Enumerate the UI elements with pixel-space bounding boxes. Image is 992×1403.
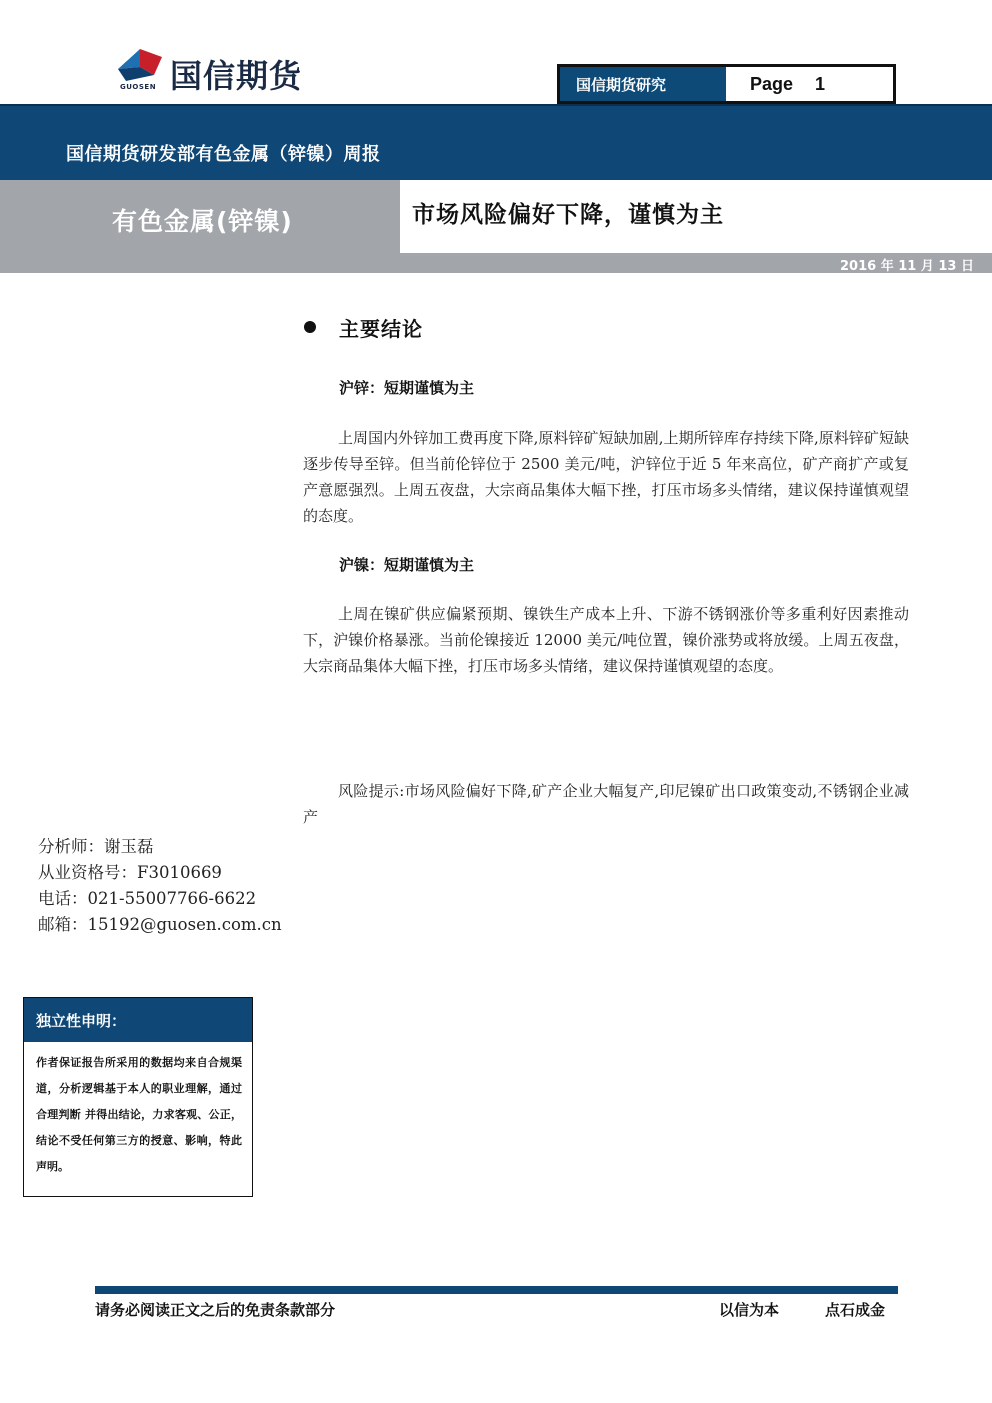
research-tag: 国信期货研究 — [560, 67, 726, 101]
bullet-icon — [304, 321, 316, 333]
company-logo — [114, 47, 354, 95]
section-title: 主要结论 — [339, 317, 423, 341]
analyst-phone: 电话：021-55007766-6622 — [38, 889, 257, 908]
page-tag — [557, 64, 896, 104]
category-title: 有色金属(锌镍) — [112, 207, 293, 236]
footer-motto-2: 点石成金 — [825, 1301, 886, 1319]
nickel-paragraph: 上周在镍矿供应偏紧预期、镍铁生产成本上升、下游不锈钢涨价等多重利好因素推动下，沪镍价格暴涨。当前伦镍接近 12000 美元/吨位置，镍价涨势或将放缓。上周五夜盘，大宗商品集体大幅下挫，打压市场多头情绪，建议保持谨慎观望的态度。 — [303, 605, 909, 675]
report-band — [0, 104, 992, 180]
report-date: 2016 年 11 月 13 日 — [840, 259, 974, 274]
declaration-body: 作者保证报告所采用的数据均来自合规渠道，分析逻辑基于本人的职业理解，通过合理判断 并得出结论，力求客观、公正，结论不受任何第三方的授意、影响，特此声明。 — [36, 1056, 242, 1173]
analyst-info — [38, 834, 282, 938]
category-panel — [0, 180, 400, 262]
risk-paragraph: 风险提示:市场风险偏好下降,矿产企业大幅复产,印尼镍矿出口政策变动,不锈钢企业减产 — [303, 782, 909, 826]
analyst-license: 从业资格号：F3010669 — [38, 863, 222, 882]
footer-rule — [95, 1286, 898, 1294]
footer-disclaimer-note: 请务必阅读正文之后的免责条款部分 — [95, 1301, 336, 1319]
logo-subtext: GUOSEN — [120, 83, 157, 91]
declaration-title: 独立性申明： — [24, 998, 252, 1042]
page-label: Page — [750, 73, 794, 94]
page-indicator — [726, 67, 893, 101]
analyst-email: 邮箱：15192@guosen.com.cn — [38, 915, 282, 934]
zinc-heading: 沪锌：短期谨慎为主 — [339, 379, 475, 397]
report-series-title: 国信期货研发部有色金属（锌镍）周报 — [66, 144, 381, 165]
footer-motto-1: 以信为本 — [719, 1301, 780, 1319]
date-strip — [0, 253, 992, 273]
analyst-name: 分析师：谢玉磊 — [38, 837, 154, 856]
zinc-paragraph: 上周国内外锌加工费再度下降,原料锌矿短缺加剧,上期所锌库存持续下降,原料锌矿短缺逐步传导至锌。但当前伦锌位于 2500 美元/吨，沪锌位于近 5 年来高位，矿产商扩产或复产意愿强烈。上周五夜盘，大宗商品集体大幅下挫，打压市场多头情绪，建议保持谨慎观望的态度。 — [303, 429, 909, 525]
report-headline: 市场风险偏好下降，谨慎为主 — [412, 201, 724, 228]
page-number: 1 — [815, 73, 826, 94]
logo-text: 国信期货 — [170, 57, 303, 95]
nickel-heading: 沪镍：短期谨慎为主 — [339, 556, 475, 574]
guosen-logo-icon — [114, 47, 166, 85]
independence-declaration — [23, 997, 253, 1197]
